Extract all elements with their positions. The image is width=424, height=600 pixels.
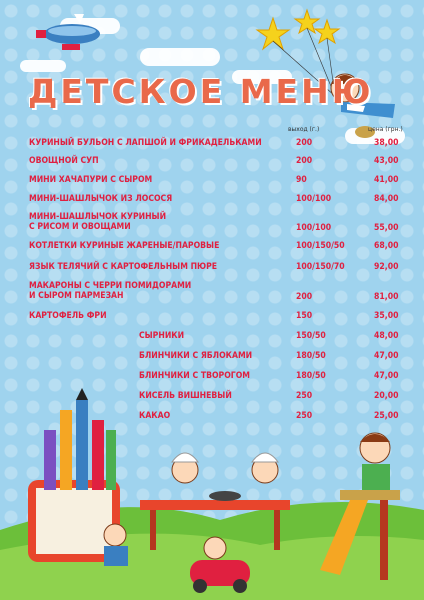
item-weight: 100/100	[296, 194, 332, 204]
item-weight: 250	[296, 411, 313, 421]
item-weight: 180/50	[296, 351, 326, 361]
item-name: КИСЕЛЬ ВИШНЕВЫЙ	[139, 391, 232, 401]
item-name: МИНИ-ШАШЛЫЧОК ИЗ ЛОСОСЯ	[29, 194, 173, 204]
item-price: 20,00	[374, 391, 399, 401]
item-name: БЛИНЧИКИ С ЯБЛОКАМИ	[139, 351, 253, 361]
item-weight: 200	[296, 292, 313, 302]
item-price: 92,00	[374, 262, 399, 272]
item-name: БЛИНЧИКИ С ТВОРОГОМ	[139, 371, 250, 381]
item-weight: 100/150/50	[296, 241, 345, 251]
item-price: 84,00	[374, 194, 399, 204]
item-weight: 150/50	[296, 331, 326, 341]
airship-logo-icon	[32, 14, 102, 56]
item-name: МИНИ-ШАШЛЫЧОК КУРИНЫЙ С РИСОМ И ОВОЩАМИ	[29, 212, 167, 232]
item-weight: 250	[296, 391, 313, 401]
item-weight: 150	[296, 311, 313, 321]
item-name: МАКАРОНЫ С ЧЕРРИ ПОМИДОРАМИ И СЫРОМ ПАРМЕЗАН	[29, 281, 192, 301]
item-weight: 90	[296, 175, 307, 185]
item-name: КАКАО	[139, 411, 171, 421]
item-weight: 180/50	[296, 371, 326, 381]
item-name: КАРТОФЕЛЬ ФРИ	[29, 311, 107, 321]
item-price: 68,00	[374, 241, 399, 251]
item-price: 35,00	[374, 311, 399, 321]
item-weight: 100/150/70	[296, 262, 345, 272]
item-name: МИНИ ХАЧАПУРИ С СЫРОМ	[29, 175, 153, 185]
item-weight: 200	[296, 138, 313, 148]
item-price: 38,00	[374, 138, 399, 148]
cloud	[140, 48, 220, 66]
item-price: 55,00	[374, 223, 399, 233]
item-weight: 100/100	[296, 223, 332, 233]
item-name: КУРИНЫЙ БУЛЬОН С ЛАПШОЙ И ФРИКАДЕЛЬКАМИ	[29, 138, 262, 148]
item-price: 47,00	[374, 371, 399, 381]
column-header-weight: выход (г.)	[288, 126, 320, 133]
page-title: ДЕТСКОЕ МЕНЮ	[28, 72, 374, 111]
item-price: 25,00	[374, 411, 399, 421]
item-weight: 200	[296, 156, 313, 166]
item-name: КОТЛЕТКИ КУРИНЫЕ ЖАРЕНЫЕ/ПАРОВЫЕ	[29, 241, 220, 251]
item-name: ОВОЩНОЙ СУП	[29, 156, 99, 166]
item-price: 81,00	[374, 292, 399, 302]
kids-playground-illustration-icon	[0, 370, 424, 600]
item-name: ЯЗЫК ТЕЛЯЧИЙ С КАРТОФЕЛЬНЫМ ПЮРЕ	[29, 262, 218, 272]
item-price: 41,00	[374, 175, 399, 185]
item-price: 43,00	[374, 156, 399, 166]
item-price: 48,00	[374, 331, 399, 341]
column-header-price: цена (грн.)	[368, 126, 403, 133]
cloud	[20, 60, 66, 72]
item-price: 47,00	[374, 351, 399, 361]
item-name: СЫРНИКИ	[139, 331, 185, 341]
